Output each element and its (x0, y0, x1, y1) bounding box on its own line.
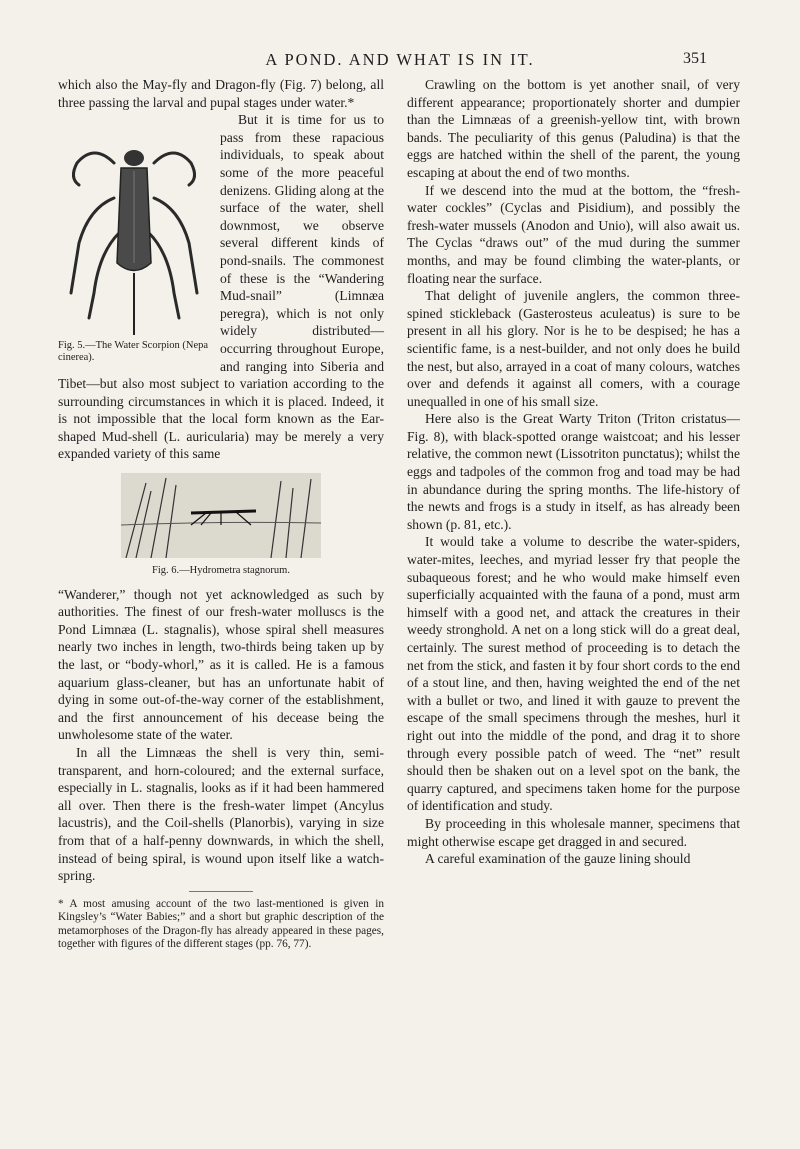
paragraph: A careful examination of the gauze lining should (425, 851, 691, 867)
page-number: 351 (683, 50, 707, 67)
paragraph: But it is time for us to pass from these rapacious individuals, to speak about some of the more peaceful denizens. Gliding along at the surface of the water, shell downmost, we observe several different kinds of pond-snails. The commonest of these is the “Wandering Mud-snail” (Limnæa peregra), which is not only widely distributed—occurring throughout Europe, and ranging into Siberia and Tibet—but also most subject to variation according to the surrounding circumstances in which it is placed. Indeed, it is not impossible that the local form known as the Ear-shaped Mud-shell (L. auricularia) may be merely a very expanded variety of this same (58, 112, 384, 462)
water-scorpion-illustration (59, 113, 209, 338)
hydrometra-illustration (121, 473, 321, 558)
left-column (58, 76, 384, 952)
footnote: * A most amusing account of the two last-mentioned is given in Kingsley’s “Water Babies;” and a short but graphic description of the metamorphoses of the Dragon-fly has already appeared in these pages, together with figures of the different stages (pp. 76, 77). (58, 897, 384, 951)
figure-5-caption: Fig. 5.—The Water Scorpion (Nepa cinerea). (58, 340, 209, 364)
paragraph: In all the Limnæas the shell is very thin, semi-transparent, and horn-coloured; and the external surface, especially in L. stagnalis, looks as if it had been hammered all over. Then there is the fresh-water limpet (Ancylus lacustris), and the Coil-shells (Planorbis), varying in size from that of a half-penny downwards, in which the shell, instead of being spiral, is wound upon itself like a watch-spring. (58, 745, 384, 884)
running-head: A POND. AND WHAT IS IN IT. (265, 50, 535, 69)
figure-5 (58, 113, 210, 364)
right-column (407, 76, 740, 868)
figure-6-caption: Fig. 6.—Hydrometra stagnorum. (152, 565, 290, 577)
paragraph: By proceeding in this wholesale manner, specimens that might otherwise escape get dragged in and secured. (407, 815, 740, 849)
paragraph: It would take a volume to describe the water-spiders, water-mites, leeches, and myriad lesser fry that people the subaqueous forest; and he who would make himself even superficially acquainted with the fauna of a pond, must arm himself with a good net, and attack the creatures in their weedy stronghold. A net on a long stick will do a great deal, certainly. The surest method of proceeding is to detach the net from the stick, and fasten it by four short cords to the end of a stout line, and then, having weighted the end of the net with a bullet or two, and lined it with gauze to prevent the escape of the small specimens through the meshes, hurl it right out into the middle of the pond, and drag it to shore through every possible patch of weed. The “net” result should then be shaken out on a level spot on the bank, the quarry captured, and specimens taken home for the purpose of identification and study. (407, 534, 740, 814)
footnote-rule (189, 891, 253, 892)
paragraph: That delight of juvenile anglers, the common three-spined stickleback (Gasterosteus aculeatus) is sure to be present in all his glory. Nor is he to be despised; he has a scientific fame, is a nest-builder, and not only does he build the nest, but also, arrayed in a coat of many colours, watches over and defends it against all comers, with a courage unequalled in one of his small size. (407, 288, 740, 409)
paragraph: Here also is the Great Warty Triton (Triton cristatus—Fig. 8), with black-spotted orange waistcoat; and his lesser relative, the common newt (Lissotriton punctatus); whilst the eggs and tadpoles of the common frog and toad may be had in abundance during the spring months. The life-history of the newts and frogs is a study in itself, as has already been shown (p. 81, etc.). (407, 411, 740, 532)
paragraph: If we descend into the mud at the bottom, the “fresh-water cockles” (Cyclas and Pisidium), and possibly the fresh-water mussels (Anodon and Unio), will also await us. The Cyclas “draws out” of the mud during the summer months, and may be found climbing the water-plants, or floating near the surface. (407, 182, 740, 286)
paragraph: “Wanderer,” though not yet acknowledged as such by authorities. The finest of our fresh-water molluscs is the Pond Limnæa (L. stagnalis), whose spiral shell measures nearly two inches in length, two-thirds being taken up by the last, or “body-whorl,” as it is called. He is a famous aquarium glass-cleaner, but has an unfortunate habit of dying in some out-of-the-way corner of the establishment, and the first announcement of his decease being the unwholesome state of the water. (58, 586, 384, 743)
figure-6 (58, 473, 384, 580)
paragraph: Crawling on the bottom is yet another snail, of very different appearance; proportionately shorter and dumpier than the Limnæas of a greenish-yellow tint, with brown bands. The peculiarity of this genus (Paludina) is that the eggs are hatched within the shell of the parent, the young escaping at about the end of two months. (407, 77, 740, 180)
paragraph: which also the May-fly and Dragon-fly (Fig. 7) belong, all three passing the larval and pupal stages under water.* (58, 77, 384, 110)
